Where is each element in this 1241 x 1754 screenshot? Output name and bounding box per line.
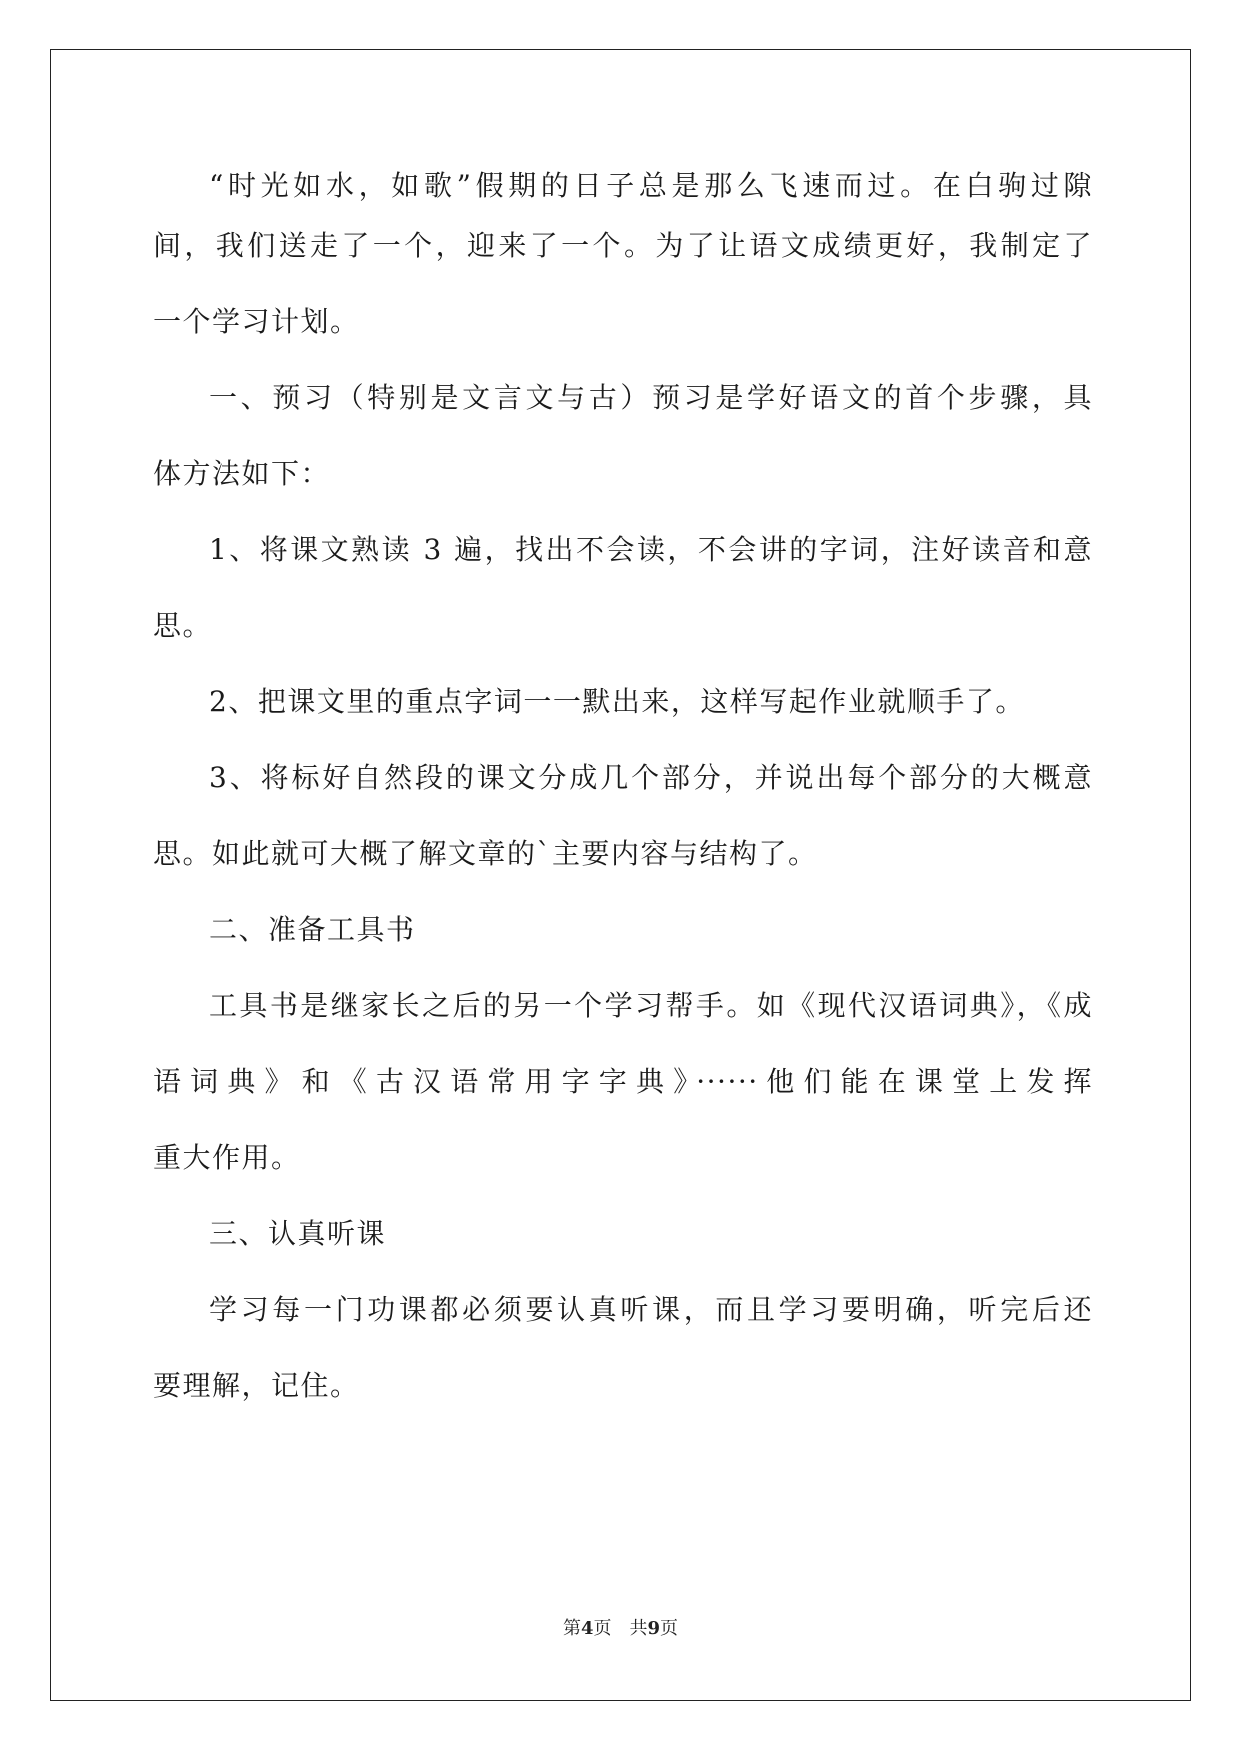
page-footer [0,1617,1241,1641]
paragraph-line: “时光如水，如歌”假期的日子总是那么飞速而过。在白驹过隙 [209,169,1093,202]
paragraph-line: 要理解，记住。 [153,1369,360,1402]
page-current-number: 4 [580,1618,594,1639]
page-suffix: 页 [660,1618,679,1639]
paragraph-line: 思。 [153,609,213,642]
list-item-2: 2、把课文里的重点字词一一默出来，这样写起作业就顺手了。 [209,685,1025,718]
section-heading-tools: 二、准备工具书 [209,913,416,946]
page-mid: 页 共 [593,1618,648,1639]
paragraph-line: 间，我们送走了一个，迎来了一个。为了让语文成绩更好，我制定了 [153,229,1093,262]
page-border [50,49,1191,1701]
section-heading-listening: 三、认真听课 [209,1217,387,1250]
list-item-3: 3、将标好自然段的课文分成几个部分，并说出每个部分的大概意 [209,761,1093,794]
paragraph-line: 思。如此就可大概了解文章的`主要内容与结构了。 [153,837,818,870]
paragraph-line: 学习每一门功课都必须要认真听课，而且学习要明确，听完后还 [209,1293,1093,1326]
page-prefix: 第 [562,1618,581,1639]
page-total-number: 9 [647,1618,661,1639]
section-heading-preview: 一、预习（特别是文言文与古）预习是学好语文的首个步骤，具 [209,381,1093,414]
paragraph-line: 工具书是继家长之后的另一个学习帮手。如《现代汉语词典》，《成 [209,989,1093,1022]
paragraph-line: 一个学习计划。 [153,305,360,338]
list-item-1: 1、将课文熟读 3 遍，找出不会读，不会讲的字词，注好读音和意 [209,533,1093,566]
paragraph-line: 重大作用。 [153,1141,301,1174]
paragraph-line: 体方法如下： [153,457,331,490]
paragraph-line: 语词典》和《古汉语常用字字典》······他们能在课堂上发挥 [153,1065,1093,1098]
